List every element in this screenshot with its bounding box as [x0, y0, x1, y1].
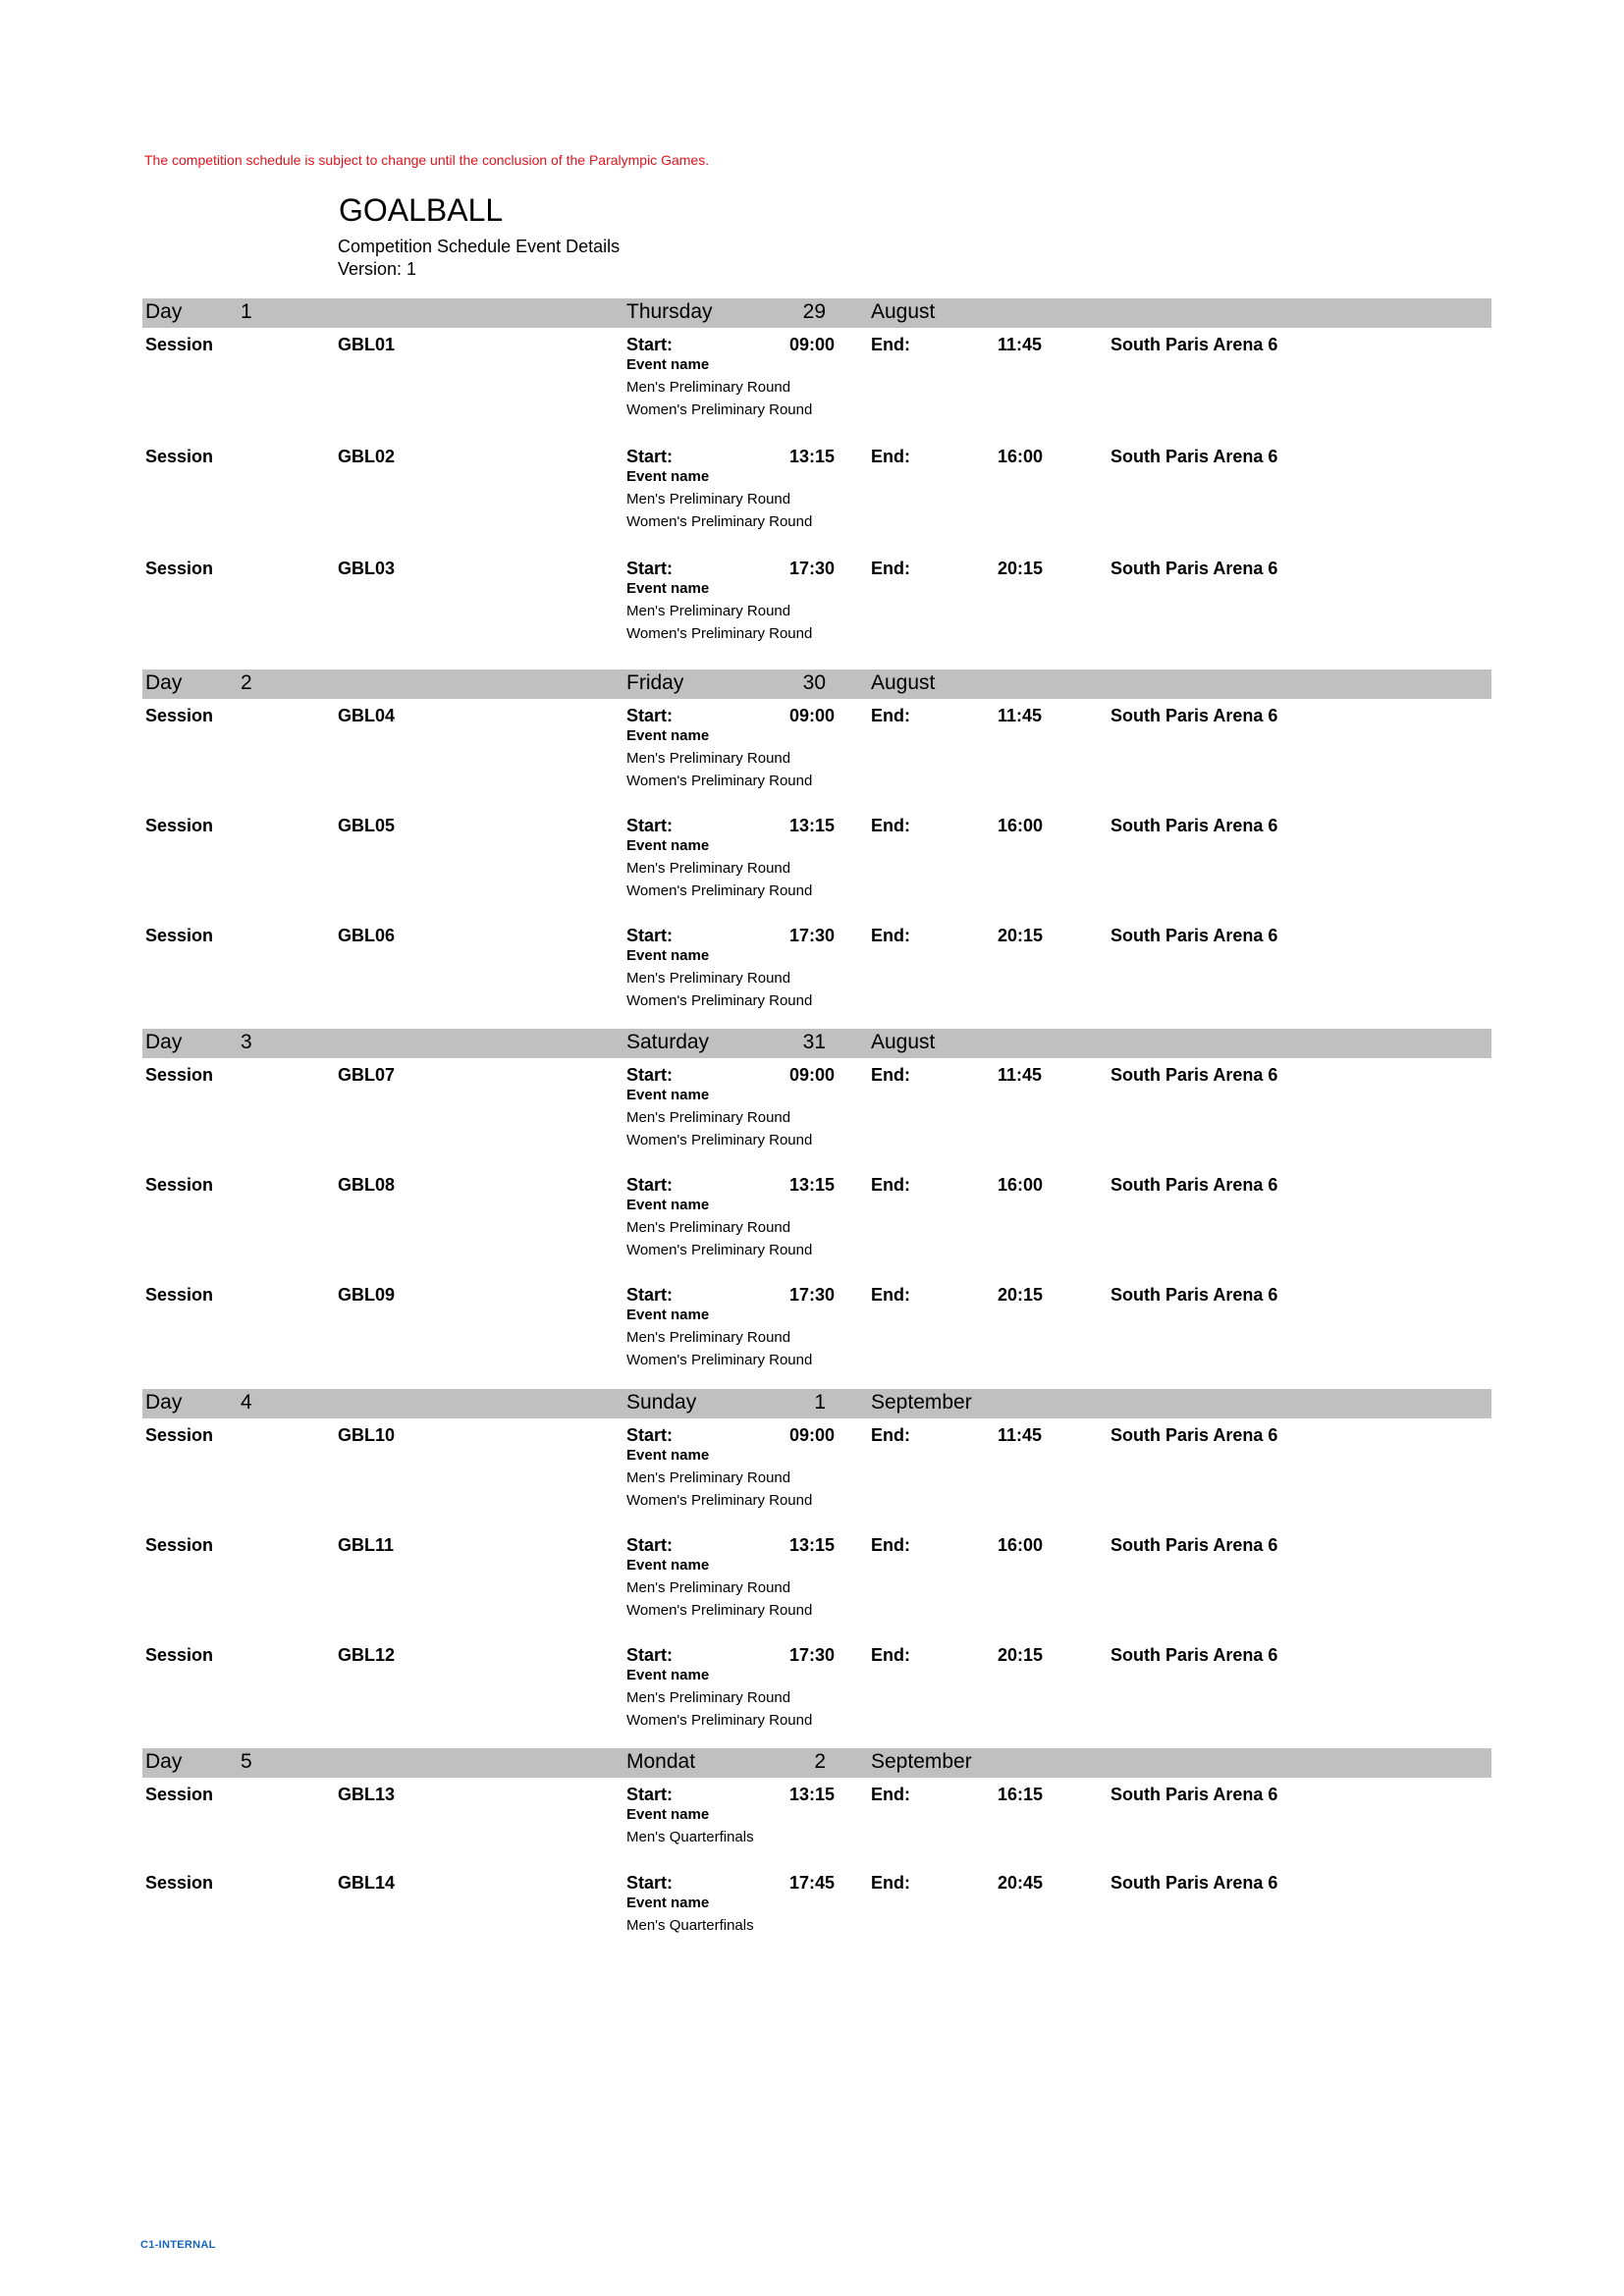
session-label: Session: [145, 1535, 214, 1555]
start-label: Start:: [626, 1535, 674, 1555]
day-month: August: [871, 671, 936, 694]
start-label: Start:: [626, 706, 674, 725]
event-name-header: Event name: [626, 1895, 710, 1911]
day-number: 3: [241, 1031, 252, 1053]
start-time: 13:15: [789, 1785, 836, 1804]
end-time: 16:15: [998, 1785, 1044, 1804]
event-name: Men's Preliminary Round: [626, 970, 791, 987]
start-time: 13:15: [789, 1175, 836, 1195]
day-number: 2: [241, 671, 252, 694]
event-name: Women's Preliminary Round: [626, 882, 813, 899]
start-label: Start:: [626, 1873, 674, 1893]
event-name-header: Event name: [626, 1447, 710, 1464]
event-name: Men's Preliminary Round: [626, 603, 791, 619]
end-time: 20:15: [998, 926, 1044, 945]
end-time: 20:45: [998, 1873, 1044, 1893]
event-name: Women's Preliminary Round: [626, 1132, 813, 1148]
session-row: [0, 1785, 1624, 1883]
session-row: [0, 706, 1624, 804]
event-name: Women's Preliminary Round: [626, 1712, 813, 1729]
session-label: Session: [145, 559, 214, 578]
event-name-header: Event name: [626, 1806, 710, 1823]
end-label: End:: [871, 706, 910, 725]
session-label: Session: [145, 1425, 214, 1445]
venue-name: South Paris Arena 6: [1110, 335, 1278, 354]
start-time: 09:00: [789, 1065, 836, 1085]
end-label: End:: [871, 1873, 910, 1893]
end-time: 20:15: [998, 559, 1044, 578]
venue-name: South Paris Arena 6: [1110, 559, 1278, 578]
day-date: 31: [802, 1031, 826, 1053]
event-name-header: Event name: [626, 356, 710, 373]
session-code: GBL07: [338, 1065, 396, 1085]
day-date: 29: [802, 300, 826, 323]
session-code: GBL13: [338, 1785, 396, 1804]
day-label: Day: [145, 1031, 183, 1053]
end-time: 16:00: [998, 816, 1044, 835]
venue-name: South Paris Arena 6: [1110, 1425, 1278, 1445]
end-time: 16:00: [998, 1535, 1044, 1555]
end-label: End:: [871, 1645, 910, 1665]
day-label: Day: [145, 300, 183, 323]
event-name: Women's Preliminary Round: [626, 625, 813, 642]
session-code: GBL03: [338, 559, 396, 578]
end-label: End:: [871, 335, 910, 354]
day-label: Day: [145, 1391, 183, 1414]
end-time: 20:15: [998, 1645, 1044, 1665]
start-time: 13:15: [789, 1535, 836, 1555]
end-time: 11:45: [998, 1425, 1043, 1445]
day-date: 30: [802, 671, 826, 694]
day-header-bar: [142, 1029, 1491, 1058]
day-weekday: Friday: [626, 671, 684, 694]
session-label: Session: [145, 1873, 214, 1893]
start-label: Start:: [626, 926, 674, 945]
day-number: 4: [241, 1391, 252, 1414]
session-row: [0, 447, 1624, 545]
venue-name: South Paris Arena 6: [1110, 1873, 1278, 1893]
day-header-bar: [142, 1748, 1491, 1778]
event-name: Women's Preliminary Round: [626, 401, 813, 418]
session-label: Session: [145, 1285, 214, 1305]
start-time: 09:00: [789, 335, 836, 354]
event-name: Women's Preliminary Round: [626, 1602, 813, 1619]
version-label: Version:: [338, 259, 403, 279]
day-weekday: Saturday: [626, 1031, 710, 1053]
session-label: Session: [145, 706, 214, 725]
end-label: End:: [871, 1425, 910, 1445]
session-label: Session: [145, 1065, 214, 1085]
start-time: 17:30: [789, 1285, 836, 1305]
start-time: 13:15: [789, 447, 836, 466]
day-date: 1: [814, 1391, 826, 1414]
session-code: GBL12: [338, 1645, 396, 1665]
venue-name: South Paris Arena 6: [1110, 1785, 1278, 1804]
start-time: 17:45: [789, 1873, 836, 1893]
end-label: End:: [871, 559, 910, 578]
document-subtitle: Competition Schedule Event Details: [338, 237, 621, 256]
event-name: Men's Preliminary Round: [626, 750, 791, 767]
session-label: Session: [145, 335, 214, 354]
venue-name: South Paris Arena 6: [1110, 1175, 1278, 1195]
event-name: Women's Preliminary Round: [626, 1492, 813, 1509]
venue-name: South Paris Arena 6: [1110, 926, 1278, 945]
event-name: Men's Preliminary Round: [626, 491, 791, 507]
event-name-header: Event name: [626, 837, 710, 854]
end-time: 11:45: [998, 335, 1043, 354]
end-time: 11:45: [998, 1065, 1043, 1085]
classification-label: C1-INTERNAL: [140, 2239, 216, 2251]
venue-name: South Paris Arena 6: [1110, 1285, 1278, 1305]
event-name-header: Event name: [626, 947, 710, 964]
schedule-change-notice: The competition schedule is subject to change until the conclusion of the Paralympic Games.: [144, 152, 710, 168]
session-row: [0, 1175, 1624, 1273]
event-name: Men's Quarterfinals: [626, 1829, 754, 1845]
start-label: Start:: [626, 1065, 674, 1085]
day-number: 5: [241, 1750, 252, 1773]
event-name: Men's Preliminary Round: [626, 379, 791, 396]
event-name: Women's Preliminary Round: [626, 513, 813, 530]
start-time: 13:15: [789, 816, 836, 835]
start-label: Start:: [626, 559, 674, 578]
venue-name: South Paris Arena 6: [1110, 816, 1278, 835]
session-label: Session: [145, 1175, 214, 1195]
day-month: September: [871, 1391, 972, 1414]
event-name-header: Event name: [626, 1307, 710, 1323]
day-label: Day: [145, 1750, 183, 1773]
event-name-header: Event name: [626, 468, 710, 485]
event-name-header: Event name: [626, 1557, 710, 1574]
venue-name: South Paris Arena 6: [1110, 447, 1278, 466]
start-label: Start:: [626, 335, 674, 354]
end-label: End:: [871, 816, 910, 835]
session-code: GBL14: [338, 1873, 396, 1893]
end-label: End:: [871, 1285, 910, 1305]
session-label: Session: [145, 447, 214, 466]
session-code: GBL08: [338, 1175, 396, 1195]
start-label: Start:: [626, 1285, 674, 1305]
venue-name: South Paris Arena 6: [1110, 1065, 1278, 1085]
sport-title: GOALBALL: [339, 192, 504, 228]
day-header-bar: [142, 669, 1491, 699]
start-label: Start:: [626, 1425, 674, 1445]
start-time: 17:30: [789, 559, 836, 578]
event-name: Women's Preliminary Round: [626, 992, 813, 1009]
version-value: 1: [406, 259, 417, 279]
event-name-header: Event name: [626, 1197, 710, 1213]
session-row: [0, 816, 1624, 914]
start-time: 09:00: [789, 1425, 836, 1445]
session-code: GBL11: [338, 1535, 395, 1555]
event-name-header: Event name: [626, 1667, 710, 1683]
session-row: [0, 1535, 1624, 1633]
end-label: End:: [871, 1065, 910, 1085]
session-row: [0, 1285, 1624, 1383]
end-label: End:: [871, 447, 910, 466]
day-header-bar: [142, 298, 1491, 328]
session-code: GBL04: [338, 706, 396, 725]
start-label: Start:: [626, 816, 674, 835]
session-label: Session: [145, 1785, 214, 1804]
event-name: Men's Preliminary Round: [626, 1109, 791, 1126]
session-row: [0, 335, 1624, 433]
session-code: GBL10: [338, 1425, 396, 1445]
session-code: GBL01: [338, 335, 396, 354]
start-time: 17:30: [789, 1645, 836, 1665]
day-header-bar: [142, 1389, 1491, 1418]
end-time: 16:00: [998, 447, 1044, 466]
event-name: Men's Preliminary Round: [626, 1579, 791, 1596]
end-label: End:: [871, 1535, 910, 1555]
start-label: Start:: [626, 1785, 674, 1804]
end-time: 16:00: [998, 1175, 1044, 1195]
venue-name: South Paris Arena 6: [1110, 706, 1278, 725]
event-name: Men's Preliminary Round: [626, 1689, 791, 1706]
session-label: Session: [145, 816, 214, 835]
session-row: [0, 1065, 1624, 1163]
event-name: Women's Preliminary Round: [626, 1242, 813, 1258]
event-name: Women's Preliminary Round: [626, 1352, 813, 1368]
session-code: GBL05: [338, 816, 396, 835]
session-row: [0, 1645, 1624, 1743]
day-weekday: Mondat: [626, 1750, 696, 1773]
session-code: GBL09: [338, 1285, 396, 1305]
start-label: Start:: [626, 447, 674, 466]
day-weekday: Sunday: [626, 1391, 697, 1414]
session-row: [0, 926, 1624, 1024]
event-name: Women's Preliminary Round: [626, 773, 813, 789]
day-month: August: [871, 300, 936, 323]
day-date: 2: [814, 1750, 826, 1773]
session-label: Session: [145, 1645, 214, 1665]
day-label: Day: [145, 671, 183, 694]
session-label: Session: [145, 926, 214, 945]
end-label: End:: [871, 926, 910, 945]
start-label: Start:: [626, 1645, 674, 1665]
day-weekday: Thursday: [626, 300, 713, 323]
session-code: GBL02: [338, 447, 396, 466]
event-name-header: Event name: [626, 1087, 710, 1103]
event-name-header: Event name: [626, 727, 710, 744]
event-name: Men's Preliminary Round: [626, 1469, 791, 1486]
venue-name: South Paris Arena 6: [1110, 1645, 1278, 1665]
end-time: 20:15: [998, 1285, 1044, 1305]
event-name: Men's Quarterfinals: [626, 1917, 754, 1934]
day-month: September: [871, 1750, 972, 1773]
day-month: August: [871, 1031, 936, 1053]
start-time: 09:00: [789, 706, 836, 725]
end-time: 11:45: [998, 706, 1043, 725]
session-code: GBL06: [338, 926, 396, 945]
start-time: 17:30: [789, 926, 836, 945]
event-name: Men's Preliminary Round: [626, 1329, 791, 1346]
event-name-header: Event name: [626, 580, 710, 597]
session-row: [0, 1425, 1624, 1523]
day-number: 1: [241, 300, 252, 323]
event-name: Men's Preliminary Round: [626, 860, 791, 877]
event-name: Men's Preliminary Round: [626, 1219, 791, 1236]
end-label: End:: [871, 1785, 910, 1804]
start-label: Start:: [626, 1175, 674, 1195]
venue-name: South Paris Arena 6: [1110, 1535, 1278, 1555]
session-row: [0, 559, 1624, 657]
session-row: [0, 1873, 1624, 1971]
end-label: End:: [871, 1175, 910, 1195]
